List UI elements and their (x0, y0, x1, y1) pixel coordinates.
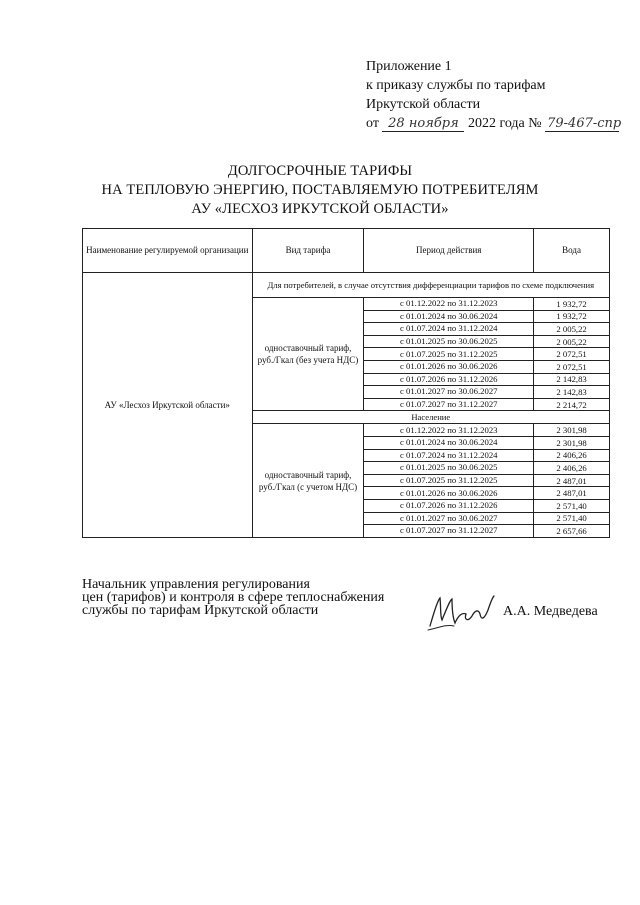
table-header-row (83, 229, 610, 273)
handwritten-signature (424, 590, 498, 634)
water-tariff-value: 2 214,72 (534, 398, 610, 411)
tariff-table (82, 228, 610, 538)
period-cell: с 01.07.2026 по 31.12.2026 (364, 499, 534, 512)
table-row (83, 273, 610, 298)
period-cell: с 01.07.2024 по 31.12.2024 (364, 449, 534, 462)
water-tariff-value: 2 406,26 (534, 449, 610, 462)
water-tariff-value: 2 301,98 (534, 424, 610, 437)
period-cell: с 01.01.2026 по 30.06.2026 (364, 360, 534, 373)
appendix-line-3: Иркутской области (366, 97, 481, 112)
period-cell: с 01.01.2025 по 30.06.2025 (364, 335, 534, 348)
title-line-1: ДОЛГОСРОЧНЫЕ ТАРИФЫ (227, 163, 413, 179)
tariff-kind-section2: одноставочный тариф, руб./Гкал (с учетом НДС) (252, 424, 364, 537)
signer-position-line-3: службы по тарифам Иркутской области (82, 603, 319, 618)
water-tariff-value: 1 932,72 (534, 298, 610, 311)
period-cell: с 01.12.2022 по 31.12.2023 (364, 424, 534, 437)
period-cell: с 01.07.2026 по 31.12.2026 (364, 373, 534, 386)
water-tariff-value: 2 487,01 (534, 474, 610, 487)
water-tariff-value: 1 932,72 (534, 310, 610, 323)
water-tariff-value: 2 571,40 (534, 499, 610, 512)
water-tariff-value: 2 301,98 (534, 436, 610, 449)
appendix-line-2: к приказу службы по тарифам (366, 78, 546, 93)
period-cell: с 01.01.2027 по 30.06.2027 (364, 512, 534, 525)
header-water: Вода (534, 229, 610, 273)
header-period: Период действия (364, 229, 534, 273)
period-cell: с 01.07.2025 по 31.12.2025 (364, 474, 534, 487)
header-tariff-kind: Вид тарифа (252, 229, 364, 273)
appendix-block (366, 57, 622, 133)
period-cell: с 01.01.2024 по 30.06.2024 (364, 310, 534, 323)
period-cell: с 01.01.2027 по 30.06.2027 (364, 386, 534, 399)
appendix-line-4 (366, 114, 622, 133)
handwritten-order-number: 79-467-спр (547, 116, 622, 131)
signer-position-line-1: Начальник управления регулирования (82, 577, 310, 592)
water-tariff-value: 2 005,22 (534, 335, 610, 348)
period-cell: с 01.01.2026 по 30.06.2026 (364, 487, 534, 500)
signer-position-line-2: цен (тарифов) и контроля в сфере теплоснабжения (82, 590, 385, 605)
header-organization: Наименование регулируемой организации (83, 229, 253, 273)
section-population-label: Население (252, 411, 609, 424)
period-cell: с 01.07.2027 по 31.12.2027 (364, 525, 534, 538)
organization-name: АУ «Лесхоз Иркутской области» (83, 273, 253, 538)
period-cell: с 01.07.2027 по 31.12.2027 (364, 398, 534, 411)
water-tariff-value: 2 142,83 (534, 386, 610, 399)
period-cell: с 01.01.2025 по 30.06.2025 (364, 462, 534, 475)
water-tariff-value: 2 005,22 (534, 323, 610, 336)
water-tariff-value: 2 487,01 (534, 487, 610, 500)
water-tariff-value: 2 571,40 (534, 512, 610, 525)
title-line-2: НА ТЕПЛОВУЮ ЭНЕРГИЮ, ПОСТАВЛЯЕМУЮ ПОТРЕБИТЕЛЯМ (101, 182, 539, 198)
period-cell: с 01.12.2022 по 31.12.2023 (364, 298, 534, 311)
tariff-kind-section1: одноставочный тариф, руб./Гкал (без учета НДС) (252, 298, 364, 411)
water-tariff-value: 2 072,51 (534, 348, 610, 361)
appendix-line-1: Приложение 1 (366, 59, 452, 74)
period-cell: с 01.07.2025 по 31.12.2025 (364, 348, 534, 361)
period-cell: с 01.01.2024 по 30.06.2024 (364, 436, 534, 449)
water-tariff-value: 2 657,66 (534, 525, 610, 538)
signature-block (82, 578, 384, 617)
handwritten-date: 28 ноября (382, 117, 464, 132)
water-tariff-value: 2 406,26 (534, 462, 610, 475)
period-cell: с 01.07.2024 по 31.12.2024 (364, 323, 534, 336)
appendix-date-prefix: от (366, 116, 379, 131)
section-consumers-label: Для потребителей, в случае отсутствия дифференциации тарифов по схеме подключения (252, 273, 609, 298)
title-line-3: АУ «ЛЕСХОЗ ИРКУТСКОЙ ОБЛАСТИ» (191, 201, 449, 217)
signer-name: А.А. Медведева (503, 604, 598, 619)
document-title (0, 162, 640, 219)
appendix-year-number-label: 2022 года № (467, 116, 542, 131)
water-tariff-value: 2 072,51 (534, 360, 610, 373)
water-tariff-value: 2 142,83 (534, 373, 610, 386)
